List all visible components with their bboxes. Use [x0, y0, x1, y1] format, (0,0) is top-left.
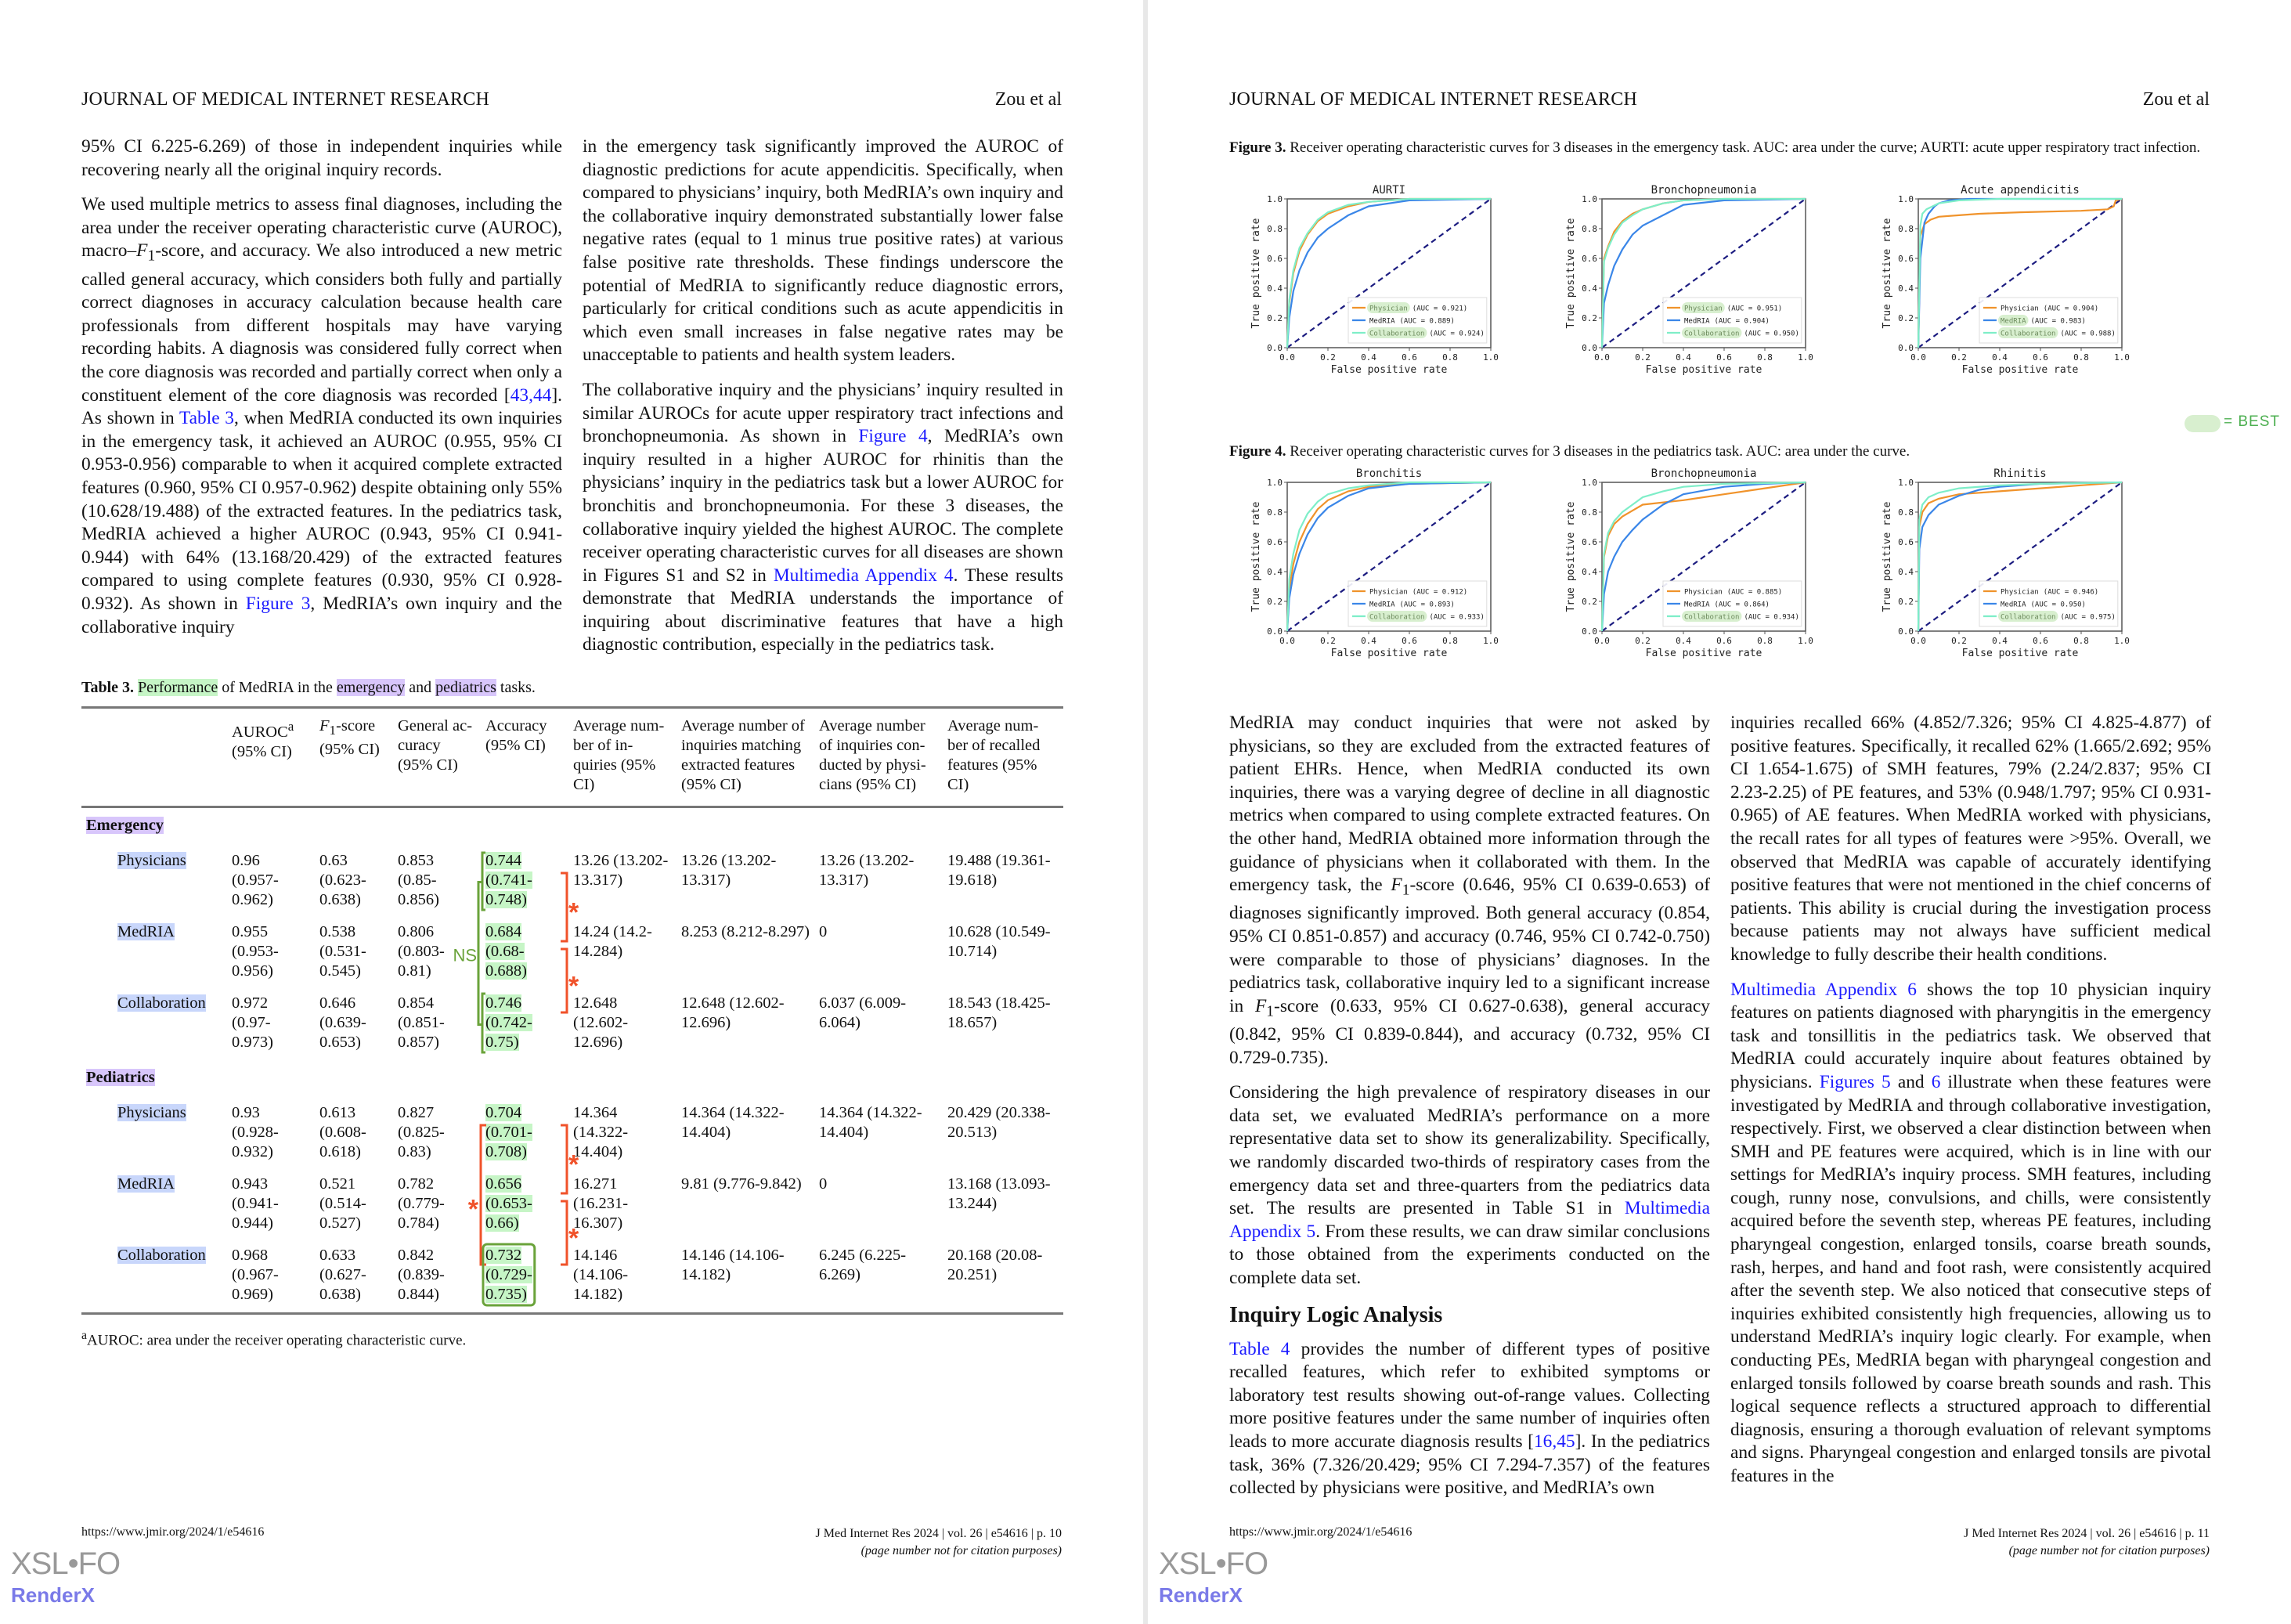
- figure-3-caption: Figure 3. Receiver operating characteristic curves for 3 diseases in the emergency task. AUC: area under the curve; AURTI: acute upper respiratory tract infection.: [1229, 139, 2201, 156]
- y-tick-label: 0.0: [1267, 343, 1283, 353]
- row-label: MedRIA: [117, 923, 175, 940]
- x-tick-label: 0.2: [1951, 352, 1967, 363]
- header-avg-physician-inquiries: Average number of inquiries con-ducted by physi-cians (95% CI): [814, 708, 943, 807]
- x-tick-label: 0.6: [1402, 636, 1417, 646]
- x-tick-label: 1.0: [1483, 352, 1499, 363]
- citation-link[interactable]: 16,45: [1533, 1431, 1575, 1452]
- x-tick-label: 0.0: [1594, 352, 1610, 363]
- y-tick-label: 0.8: [1898, 507, 1914, 518]
- paragraph: Multimedia Appendix 6 shows the top 10 physician inquiry features on patients diagnosed with pharyngitis in the emergency task and tonsillitis in the pediatrics task. We observed that MedRIA could accurately inquire about features obtained by physicians. Figures 5 and 6 illustrate when these features were investigated by MedRIA and through collaborative investigation, respectively. First, we observed a clear distinction between when SMH and PE features were acquired, which is in line with our settings for MedRIA’s inquiry process. SMH features, including cough, runny nose, convulsions, and chills, were consistently acquired before the seventh step, whereas PE features, including pharyngeal congestion, enlarged tonsils, coarse breath sounds, rash, herpes, and hand and foot rash, were consistently acquired after the seventh step. We also noticed that consecutive steps of inquiries exhibited consistently high frequencies, allowing us to understand MedRIA’s inquiry logic clearly. For example, when conducting PEs, MedRIA began with pharyngeal congestion and enlarged tonsils followed by coarse breath sounds and rash. This logical sequence reflects a structured approach to differential diagnosis, ensuring a thorough evaluation of relevant symptoms and signs. Pharyngeal congestion and enlarged tonsils are pivotal features in the: [1730, 979, 2211, 1486]
- cell-avg-recall: 20.429 (20.338-20.513): [947, 1104, 1051, 1141]
- legend-entry-name: Physician: [1684, 305, 1723, 313]
- legend-entry-name: Physician: [2001, 588, 2039, 597]
- cell-avg-inq: 16.271 (16.231-16.307): [573, 1175, 629, 1232]
- legend-entry-name: Collaboration: [1369, 613, 1425, 622]
- header-f1: $F_1$-score (95% CI): [315, 708, 393, 807]
- cell-avg-phys: 0: [819, 923, 828, 940]
- legend-entry-name: Collaboration: [2001, 330, 2056, 338]
- legend-entry-name: Collaboration: [1684, 330, 1740, 338]
- cell-avg-match: 13.26 (13.202-13.317): [681, 852, 777, 889]
- x-tick-label: 0.2: [1635, 352, 1651, 363]
- legend-entry-auc: (AUC = 0.983): [2030, 317, 2086, 326]
- roc-chart-fig4-rhinitis: [1879, 462, 2138, 662]
- chart-title: Acute appendicitis: [1961, 184, 2080, 197]
- legend-entry-name: MedRIA: [1369, 601, 1395, 609]
- x-axis-label: False positive rate: [1961, 648, 2079, 659]
- cell-avg-inq: 14.364 (14.322-14.404): [573, 1104, 629, 1160]
- x-tick-label: 0.2: [1951, 636, 1967, 646]
- y-tick-label: 0.4: [1898, 567, 1914, 577]
- table-row: [81, 918, 1063, 989]
- best-legend-note: = BEST: [2224, 413, 2280, 430]
- x-tick-label: 0.0: [1279, 636, 1295, 646]
- roc-chart-svg: [1563, 179, 1821, 374]
- y-tick-label: 0.8: [1898, 224, 1914, 234]
- y-tick-label: 0.6: [1267, 537, 1283, 547]
- cell-acc: 0.704 (0.701-0.708): [485, 1104, 532, 1160]
- y-tick-label: 0.8: [1582, 507, 1597, 518]
- legend-entry-auc: (AUC = 0.951): [1726, 305, 1783, 313]
- legend-entry-name: Physician: [1684, 588, 1723, 597]
- cell-auroc: 0.955 (0.953-0.956): [232, 923, 279, 980]
- x-tick-label: 0.2: [1320, 636, 1336, 646]
- y-tick-label: 0.0: [1898, 343, 1914, 353]
- legend-entry-name: MedRIA: [1684, 601, 1710, 609]
- paragraph: Considering the high prevalence of respiratory diseases in our data set, we evaluated MedRIA’s performance on a more representative data set to show its generalizability. Specifically, we randomly discarded two-thirds of respiratory cases from the emergency data set and three-quarters from the pediatrics data set. The results are presented in Table S1 in Multimedia Appendix 5. From these results, we can draw similar conclusions to those obtained from the experiments conducted on the complete data set.: [1229, 1082, 1710, 1288]
- paragraph: Table 4 provides the number of different types of positive recalled features, which refer to exhibited symptoms or laboratory test results showing out-of-range values. Collecting more positive features under the same number of inquiries often leads to more accurate diagnosis results [16,45]. In the pediatrics task, 36% (7.326/20.429; 95% CI 7.294-7.357) of the features collected by physicians were positive, and MedRIA’s own: [1229, 1338, 1711, 1499]
- cell-gen-acc: 0.806 (0.803-0.81): [398, 923, 445, 980]
- y-tick-label: 1.0: [1898, 194, 1914, 204]
- y-tick-label: 0.8: [1267, 224, 1283, 234]
- y-tick-label: 0.6: [1898, 254, 1914, 264]
- x-tick-label: 0.4: [1361, 636, 1376, 646]
- legend-entry-auc: (AUC = 0.904): [2043, 305, 2099, 313]
- x-tick-label: 1.0: [2114, 636, 2130, 646]
- legend-entry-auc: (AUC = 0.864): [1714, 601, 1770, 609]
- legend-entry-auc: (AUC = 0.946): [2043, 588, 2099, 597]
- y-tick-label: 1.0: [1898, 478, 1914, 488]
- x-tick-label: 0.4: [1676, 352, 1691, 363]
- y-axis-label: True positive rate: [1250, 501, 1262, 612]
- cell-avg-inq: 14.24 (14.2-14.284): [573, 923, 652, 960]
- footer-url: https://www.jmir.org/2024/1/e54616: [81, 1525, 265, 1539]
- x-axis-label: False positive rate: [1330, 648, 1448, 659]
- row-label: Physicians: [117, 852, 186, 869]
- x-tick-label: 1.0: [1798, 352, 1813, 363]
- x-tick-label: 1.0: [1798, 636, 1813, 646]
- table-caption: Table 3. Performance of MedRIA in the emergency and pediatrics tasks.: [81, 679, 536, 696]
- x-axis-label: False positive rate: [1961, 364, 2079, 376]
- cell-avg-recall: 19.488 (19.361-19.618): [947, 852, 1051, 889]
- cell-avg-phys: 6.037 (6.009-6.064): [819, 994, 907, 1031]
- table-row: [81, 846, 1063, 918]
- legend-entry-auc: (AUC = 0.904): [1714, 317, 1770, 326]
- y-tick-label: 0.4: [1267, 567, 1283, 577]
- y-tick-label: 0.2: [1582, 597, 1597, 607]
- x-tick-label: 0.8: [1757, 352, 1773, 363]
- header-avg-inquiries: Average num-ber of in-quiries (95% CI): [568, 708, 676, 807]
- x-tick-label: 0.6: [1402, 352, 1417, 363]
- cell-f1: 0.63 (0.623-0.638): [319, 852, 366, 908]
- cell-avg-phys: 0: [819, 1175, 828, 1193]
- y-tick-label: 1.0: [1582, 478, 1597, 488]
- y-axis-label: True positive rate: [1250, 218, 1262, 329]
- renderx-watermark: RenderX: [11, 1583, 95, 1607]
- cell-auroc: 0.972 (0.97-0.973): [232, 994, 273, 1051]
- legend-entry-auc: (AUC = 0.950): [1744, 330, 1799, 338]
- x-tick-label: 0.0: [1910, 636, 1926, 646]
- running-header-journal: JOURNAL OF MEDICAL INTERNET RESEARCH: [1229, 89, 1637, 110]
- paragraph: inquiries recalled 66% (4.852/7.326; 95% CI 4.825-4.877) of positive features. Specifically, it recalled 62% (1.665/2.692; 95% CI 1.654-1.675) of SMH features, 79% (2.24/2.837; 95% CI 2.23-2.25) of PE features, and 53% (0.948/1.797; 95% CI 0.931-0.965) of AE features. When MedRIA worked with physicians, the recall rates for all types of features were >95%. Overall, we observed that MedRIA was capable of accurately identifying positive features that were not mentioned in the chief concerns of patients. This ability is crucial during the investigation process because patients may not always have sufficient medical knowledge to fully describe their health conditions.: [1730, 713, 2211, 965]
- legend-entry-name: MedRIA: [2001, 317, 2026, 326]
- header-general-accuracy: General ac-curacy (95% CI): [393, 708, 481, 807]
- y-tick-label: 0.2: [1582, 313, 1597, 323]
- legend-entry-auc: (AUC = 0.988): [2060, 330, 2116, 338]
- star-mark: *: [568, 1149, 579, 1180]
- header-auroc: AUROC$^a$ (95% CI): [227, 708, 315, 807]
- legend-entry-auc: (AUC = 0.975): [2060, 613, 2116, 622]
- chart-title: Bronchopneumonia: [1651, 467, 1757, 480]
- xsl-fo-watermark: XSL•FO: [1159, 1546, 1268, 1581]
- legend-entry-auc: (AUC = 0.885): [1726, 588, 1783, 597]
- cell-avg-phys: 14.364 (14.322-14.404): [819, 1104, 922, 1141]
- x-axis-label: False positive rate: [1330, 364, 1448, 376]
- y-tick-label: 1.0: [1267, 194, 1283, 204]
- table-group-row: [81, 807, 1063, 847]
- chart-title: Rhinitis: [1993, 467, 2047, 480]
- table-header-row: [81, 708, 1063, 807]
- chart-title: Bronchitis: [1355, 467, 1423, 480]
- text-column-left: [1229, 712, 1710, 1512]
- table-row: [81, 1170, 1063, 1241]
- chart-title: AURTI: [1372, 184, 1406, 197]
- legend-entry-name: Physician: [1369, 588, 1408, 597]
- cell-gen-acc: 0.842 (0.839-0.844): [393, 1241, 481, 1314]
- xsl-fo-watermark: XSL•FO: [11, 1546, 121, 1581]
- legend-entry-name: MedRIA: [2001, 601, 2026, 609]
- roc-chart-fig4-bronchitis: [1248, 462, 1506, 662]
- roc-chart-fig3-bronchopneumonia: [1563, 179, 1821, 378]
- y-tick-label: 0.6: [1582, 254, 1597, 264]
- text-column-left: [81, 135, 562, 651]
- cell-gen-acc: 0.854 (0.851-0.857): [398, 994, 445, 1051]
- y-tick-label: 0.4: [1898, 283, 1914, 294]
- x-tick-label: 0.4: [1676, 636, 1691, 646]
- table-3-performance: [81, 706, 1063, 1315]
- legend-entry-auc: (AUC = 0.889): [1399, 317, 1455, 326]
- y-axis-label: True positive rate: [1882, 501, 1893, 612]
- legend-entry-auc: (AUC = 0.893): [1399, 601, 1455, 609]
- y-tick-label: 0.6: [1582, 537, 1597, 547]
- footer-citation: J Med Internet Res 2024 | vol. 26 | e54616 | p. 11 (page number not for citation purposes): [1964, 1527, 2210, 1557]
- x-tick-label: 0.8: [1757, 636, 1773, 646]
- paragraph: 95% CI 6.225-6.269) of those in independent inquiries while recovering nearly all the original inquiry records.: [81, 136, 562, 180]
- figure-5-link[interactable]: Figures 5: [1819, 1071, 1891, 1092]
- multimedia-appendix-6-link[interactable]: Multimedia Appendix 6: [1730, 979, 1917, 1000]
- x-tick-label: 0.8: [2073, 352, 2089, 363]
- y-axis-label: True positive rate: [1565, 501, 1577, 612]
- footer-url: https://www.jmir.org/2024/1/e54616: [1229, 1525, 1412, 1539]
- cell-avg-recall: 13.168 (13.093-13.244): [947, 1175, 1051, 1212]
- star-mark: *: [568, 971, 579, 1001]
- legend-entry-auc: (AUC = 0.921): [1412, 305, 1468, 313]
- x-tick-label: 0.4: [1992, 352, 2008, 363]
- figure-3-link[interactable]: Figure 3: [245, 593, 311, 614]
- footer-citation: J Med Internet Res 2024 | vol. 26 | e54616 | p. 10 (page number not for citation purposes): [815, 1527, 1062, 1557]
- legend-entry-auc: (AUC = 0.933): [1429, 613, 1485, 622]
- cell-avg-phys: 6.245 (6.225-6.269): [814, 1241, 943, 1314]
- y-tick-label: 1.0: [1267, 478, 1283, 488]
- cell-avg-match: 9.81 (9.776-9.842): [681, 1175, 802, 1193]
- cell-avg-inq: 12.648 (12.602-12.696): [573, 994, 629, 1051]
- roc-chart-svg: [1879, 462, 2138, 658]
- x-tick-label: 0.8: [1442, 636, 1458, 646]
- x-axis-label: False positive rate: [1645, 648, 1762, 659]
- citation-link[interactable]: 43,44: [510, 384, 552, 406]
- cell-avg-recall: 10.628 (10.549-10.714): [947, 923, 1051, 960]
- cell-f1: 0.613 (0.608-0.618): [319, 1104, 366, 1160]
- x-tick-label: 0.0: [1279, 352, 1295, 363]
- y-tick-label: 0.6: [1267, 254, 1283, 264]
- y-tick-label: 0.2: [1898, 597, 1914, 607]
- legend-entry-auc: (AUC = 0.934): [1744, 613, 1799, 622]
- cell-avg-match: 14.364 (14.322-14.404): [681, 1104, 785, 1141]
- cell-auroc: 0.943 (0.941-0.944): [232, 1175, 279, 1232]
- cell-f1: 0.646 (0.639-0.653): [319, 994, 366, 1051]
- star-mark: *: [467, 1194, 478, 1225]
- star-mark: *: [568, 1223, 579, 1254]
- x-tick-label: 0.0: [1910, 352, 1926, 363]
- section-heading: Inquiry Logic Analysis: [1229, 1302, 1443, 1327]
- paragraph: We used multiple metrics to assess final diagnoses, including the area under the receiver operating characteristic curve (AUROC), macro–$F_1$-score, and accuracy. We also introduced a new metric called general accuracy, which considers both fully and partially correct diagnoses in accuracy calculation because health care professionals from different hospitals may have varying recording habits. A diagnosis was considered fully correct when the core diagnosis was recorded and partially correct when only a constituent element of the core diagnosis was recorded [43,44]. As shown in Table 3, when MedRIA conducted its own inquiries in the emergency task, it achieved an AUROC (0.955, 95% CI 0.953-0.956) comparable to when it acquired complete extracted features (0.960, 95% CI 0.957-0.962) despite obtaining only 55% (10.628/19.488) of the extracted features. In the pediatrics task, MedRIA achieved a higher AUROC (0.943, 95% CI 0.941-0.944) with 64% (13.168/20.429) of the extracted features compared to using complete features (0.930, 95% CI 0.928-0.932). As shown in Figure 3, MedRIA’s own inquiry and the collaborative inquiry: [81, 194, 563, 637]
- y-tick-label: 0.0: [1267, 626, 1283, 637]
- table-row: [81, 1099, 1063, 1170]
- x-tick-label: 1.0: [2114, 352, 2130, 363]
- legend-entry-name: Collaboration: [1684, 613, 1740, 622]
- table-footnote: $^a$AUROC: area under the receiver operating characteristic curve.: [81, 1329, 467, 1349]
- x-tick-label: 1.0: [1483, 636, 1499, 646]
- legend-entry-auc: (AUC = 0.912): [1412, 588, 1468, 597]
- table-4-link[interactable]: Table 4: [1229, 1338, 1290, 1359]
- cell-acc: 0.732 (0.729-0.735): [481, 1241, 568, 1314]
- header-avg-recalled: Average num-ber of recalled features (95% CI): [943, 708, 1063, 807]
- legend-entry-name: MedRIA: [1684, 317, 1710, 326]
- cell-acc: 0.656 (0.653-0.66): [485, 1175, 532, 1232]
- x-tick-label: 0.6: [1716, 352, 1732, 363]
- row-label: Physicians: [117, 1104, 186, 1121]
- y-tick-label: 0.8: [1267, 507, 1283, 518]
- figure-6-link[interactable]: 6: [1931, 1071, 1941, 1092]
- cell-avg-inq: 13.26 (13.202-13.317): [573, 852, 669, 889]
- x-tick-label: 0.4: [1361, 352, 1376, 363]
- table-row: [81, 989, 1063, 1060]
- y-tick-label: 0.6: [1898, 537, 1914, 547]
- multimedia-appendix-5-link[interactable]: Multimedia Appendix 5: [1229, 1198, 1710, 1242]
- cell-gen-acc: 0.827 (0.825-0.83): [398, 1104, 445, 1160]
- cell-avg-match: 8.253 (8.212-8.297): [681, 923, 810, 940]
- roc-chart-svg: [1248, 462, 1506, 658]
- cell-avg-inq: 14.146 (14.106-14.182): [568, 1241, 676, 1314]
- y-tick-label: 0.2: [1267, 313, 1283, 323]
- legend-entry-name: Physician: [1369, 305, 1408, 313]
- header-row-label: [81, 708, 227, 807]
- y-tick-label: 0.2: [1267, 597, 1283, 607]
- figure-4-link[interactable]: Figure 4: [858, 426, 928, 447]
- cell-avg-recall: 18.543 (18.425-18.657): [947, 994, 1051, 1031]
- cell-auroc: 0.96 (0.957-0.962): [232, 852, 279, 908]
- y-tick-label: 0.4: [1582, 567, 1597, 577]
- star-mark: *: [568, 897, 579, 928]
- paragraph: in the emergency task significantly improved the AUROC of diagnostic predictions for acute appendicitis. Specifically, when compared to physicians’ inquiry, both MedRIA’s own inquiry and the collaborative inquiry demonstrated substantially lower false negative rates (equal to 1 minus true positive rates) at various false positive rate thresholds. These findings underscore the potential of MedRIA to significantly reduce diagnostic errors, particularly for critical conditions such as acute appendicitis in which even small increases in false negative rates may be unacceptable to patients and health system leaders.: [583, 136, 1063, 366]
- y-tick-label: 0.0: [1582, 626, 1597, 637]
- table-3-link[interactable]: Table 3: [179, 408, 235, 429]
- cell-f1: 0.633 (0.627-0.638): [315, 1241, 393, 1314]
- x-tick-label: 0.6: [2033, 636, 2048, 646]
- y-tick-label: 0.2: [1898, 313, 1914, 323]
- cell-auroc: 0.93 (0.928-0.932): [232, 1104, 279, 1160]
- legend-entry-auc: (AUC = 0.924): [1429, 330, 1485, 338]
- cell-f1: 0.538 (0.531-0.545): [319, 923, 366, 980]
- y-tick-label: 0.8: [1582, 224, 1597, 234]
- y-tick-label: 0.4: [1582, 283, 1597, 294]
- renderx-watermark: RenderX: [1159, 1583, 1243, 1607]
- x-tick-label: 0.8: [2073, 636, 2089, 646]
- y-axis-label: True positive rate: [1882, 218, 1893, 329]
- roc-chart-svg: [1879, 179, 2138, 374]
- x-tick-label: 0.4: [1992, 636, 2008, 646]
- row-label: Collaboration: [117, 1247, 206, 1264]
- table-row: [81, 1241, 1063, 1314]
- cell-gen-acc: 0.782 (0.779-0.784): [398, 1175, 445, 1232]
- x-tick-label: 0.2: [1320, 352, 1336, 363]
- roc-chart-svg: [1248, 179, 1506, 374]
- legend-entry-name: MedRIA: [1369, 317, 1395, 326]
- x-tick-label: 0.0: [1594, 636, 1610, 646]
- cell-avg-match: 14.146 (14.106-14.182): [676, 1241, 814, 1314]
- x-tick-label: 0.8: [1442, 352, 1458, 363]
- best-highlight-swatch: [2185, 415, 2221, 432]
- row-label: Collaboration: [117, 994, 206, 1012]
- x-tick-label: 0.6: [1716, 636, 1732, 646]
- running-header-author: Zou et al: [2142, 89, 2210, 110]
- figure-4-caption: Figure 4. Receiver operating characteristic curves for 3 diseases in the pediatrics task. AUC: area under the curve.: [1229, 443, 1910, 460]
- y-tick-label: 0.0: [1898, 626, 1914, 637]
- ns-label: NS: [453, 945, 477, 965]
- cell-avg-phys: 13.26 (13.202-13.317): [819, 852, 915, 889]
- roc-chart-fig3-acute-appendicitis: [1879, 179, 2138, 378]
- roc-chart-fig3-aurti: [1248, 179, 1506, 378]
- running-header-journal: JOURNAL OF MEDICAL INTERNET RESEARCH: [81, 89, 489, 110]
- row-label: MedRIA: [117, 1175, 175, 1193]
- cell-acc: 0.746 (0.742-0.75): [485, 994, 532, 1051]
- page-10: [0, 0, 1143, 1624]
- legend-entry-name: Collaboration: [2001, 613, 2056, 622]
- y-tick-label: 0.4: [1267, 283, 1283, 294]
- group-label: Pediatrics: [86, 1069, 155, 1086]
- running-header-author: Zou et al: [994, 89, 1062, 110]
- multimedia-appendix-4-link[interactable]: Multimedia Appendix 4: [773, 565, 954, 586]
- roc-chart-svg: [1563, 462, 1821, 658]
- header-avg-matching: Average number of inquiries matching extracted features (95% CI): [676, 708, 814, 807]
- paragraph: The collaborative inquiry and the physicians’ inquiry resulted in similar AUROCs for acute upper respiratory tract infections and bronchopneumonia. As shown in Figure 4, MedRIA’s own inquiry resulted in a higher AUROC for rhinitis than the physicians’ inquiry in the pediatrics task but a lower AUROC for bronchitis and bronchopneumonia. For these 3 diseases, the collaborative inquiry yielded the highest AUROC. The complete receiver operating characteristic curves for all diseases are shown in Figures S1 and S2 in Multimedia Appendix 4. These results demonstrate that MedRIA understands the importance of inquiring about discriminative features that have a high diagnostic contribution, especially in the pediatrics task.: [583, 379, 1064, 655]
- header-accuracy: Accuracy (95% CI): [481, 708, 568, 807]
- legend-entry-auc: (AUC = 0.950): [2030, 601, 2086, 609]
- cell-f1: 0.521 (0.514-0.527): [319, 1175, 366, 1232]
- cell-gen-acc: 0.853 (0.85-0.856): [398, 852, 439, 908]
- y-axis-label: True positive rate: [1565, 218, 1577, 329]
- table-group-row: [81, 1060, 1063, 1099]
- y-tick-label: 0.0: [1582, 343, 1597, 353]
- x-tick-label: 0.2: [1635, 636, 1651, 646]
- x-tick-label: 0.6: [2033, 352, 2048, 363]
- y-tick-label: 1.0: [1582, 194, 1597, 204]
- cell-auroc: 0.968 (0.967-0.969): [227, 1241, 315, 1314]
- text-column-right: [583, 135, 1063, 669]
- chart-title: Bronchopneumonia: [1651, 184, 1757, 197]
- group-label: Emergency: [86, 817, 164, 834]
- legend-entry-name: Collaboration: [1369, 330, 1425, 338]
- cell-acc: 0.684 (0.68-0.688): [485, 923, 527, 980]
- cell-avg-match: 12.648 (12.602-12.696): [681, 994, 785, 1031]
- text-column-right: [1730, 712, 2211, 1500]
- cell-avg-recall: 20.168 (20.08-20.251): [943, 1241, 1063, 1314]
- legend-entry-name: Physician: [2001, 305, 2039, 313]
- paragraph: MedRIA may conduct inquiries that were not asked by physicians, so they are excluded from the extracted features of patient EHRs. Hence, when MedRIA conducted its own inquiries, there was a varying degree of decline in all diagnostic metrics when compared to using complete extracted features. On the other hand, MedRIA obtained more information through the guidance of physicians when it collaborated with them. In the emergency task, the $F_1$-score (0.646, 95% CI 0.639-0.653) of diagnoses significantly improved. Both general accuracy (0.854, 95% CI 0.851-0.857) and accuracy (0.746, 95% CI 0.742-0.750) were comparable to those of physicians’ diagnoses. In the pediatrics task, collaborative inquiry led to a significant increase in $F_1$-score (0.633, 95% CI 0.627-0.638), general accuracy (0.842, 95% CI 0.839-0.844), and accuracy (0.732, 95% CI 0.729-0.735).: [1229, 713, 1710, 1068]
- x-axis-label: False positive rate: [1645, 364, 1762, 376]
- roc-chart-fig4-bronchopneumonia: [1563, 462, 1821, 662]
- cell-acc: 0.744 (0.741-0.748): [485, 852, 532, 908]
